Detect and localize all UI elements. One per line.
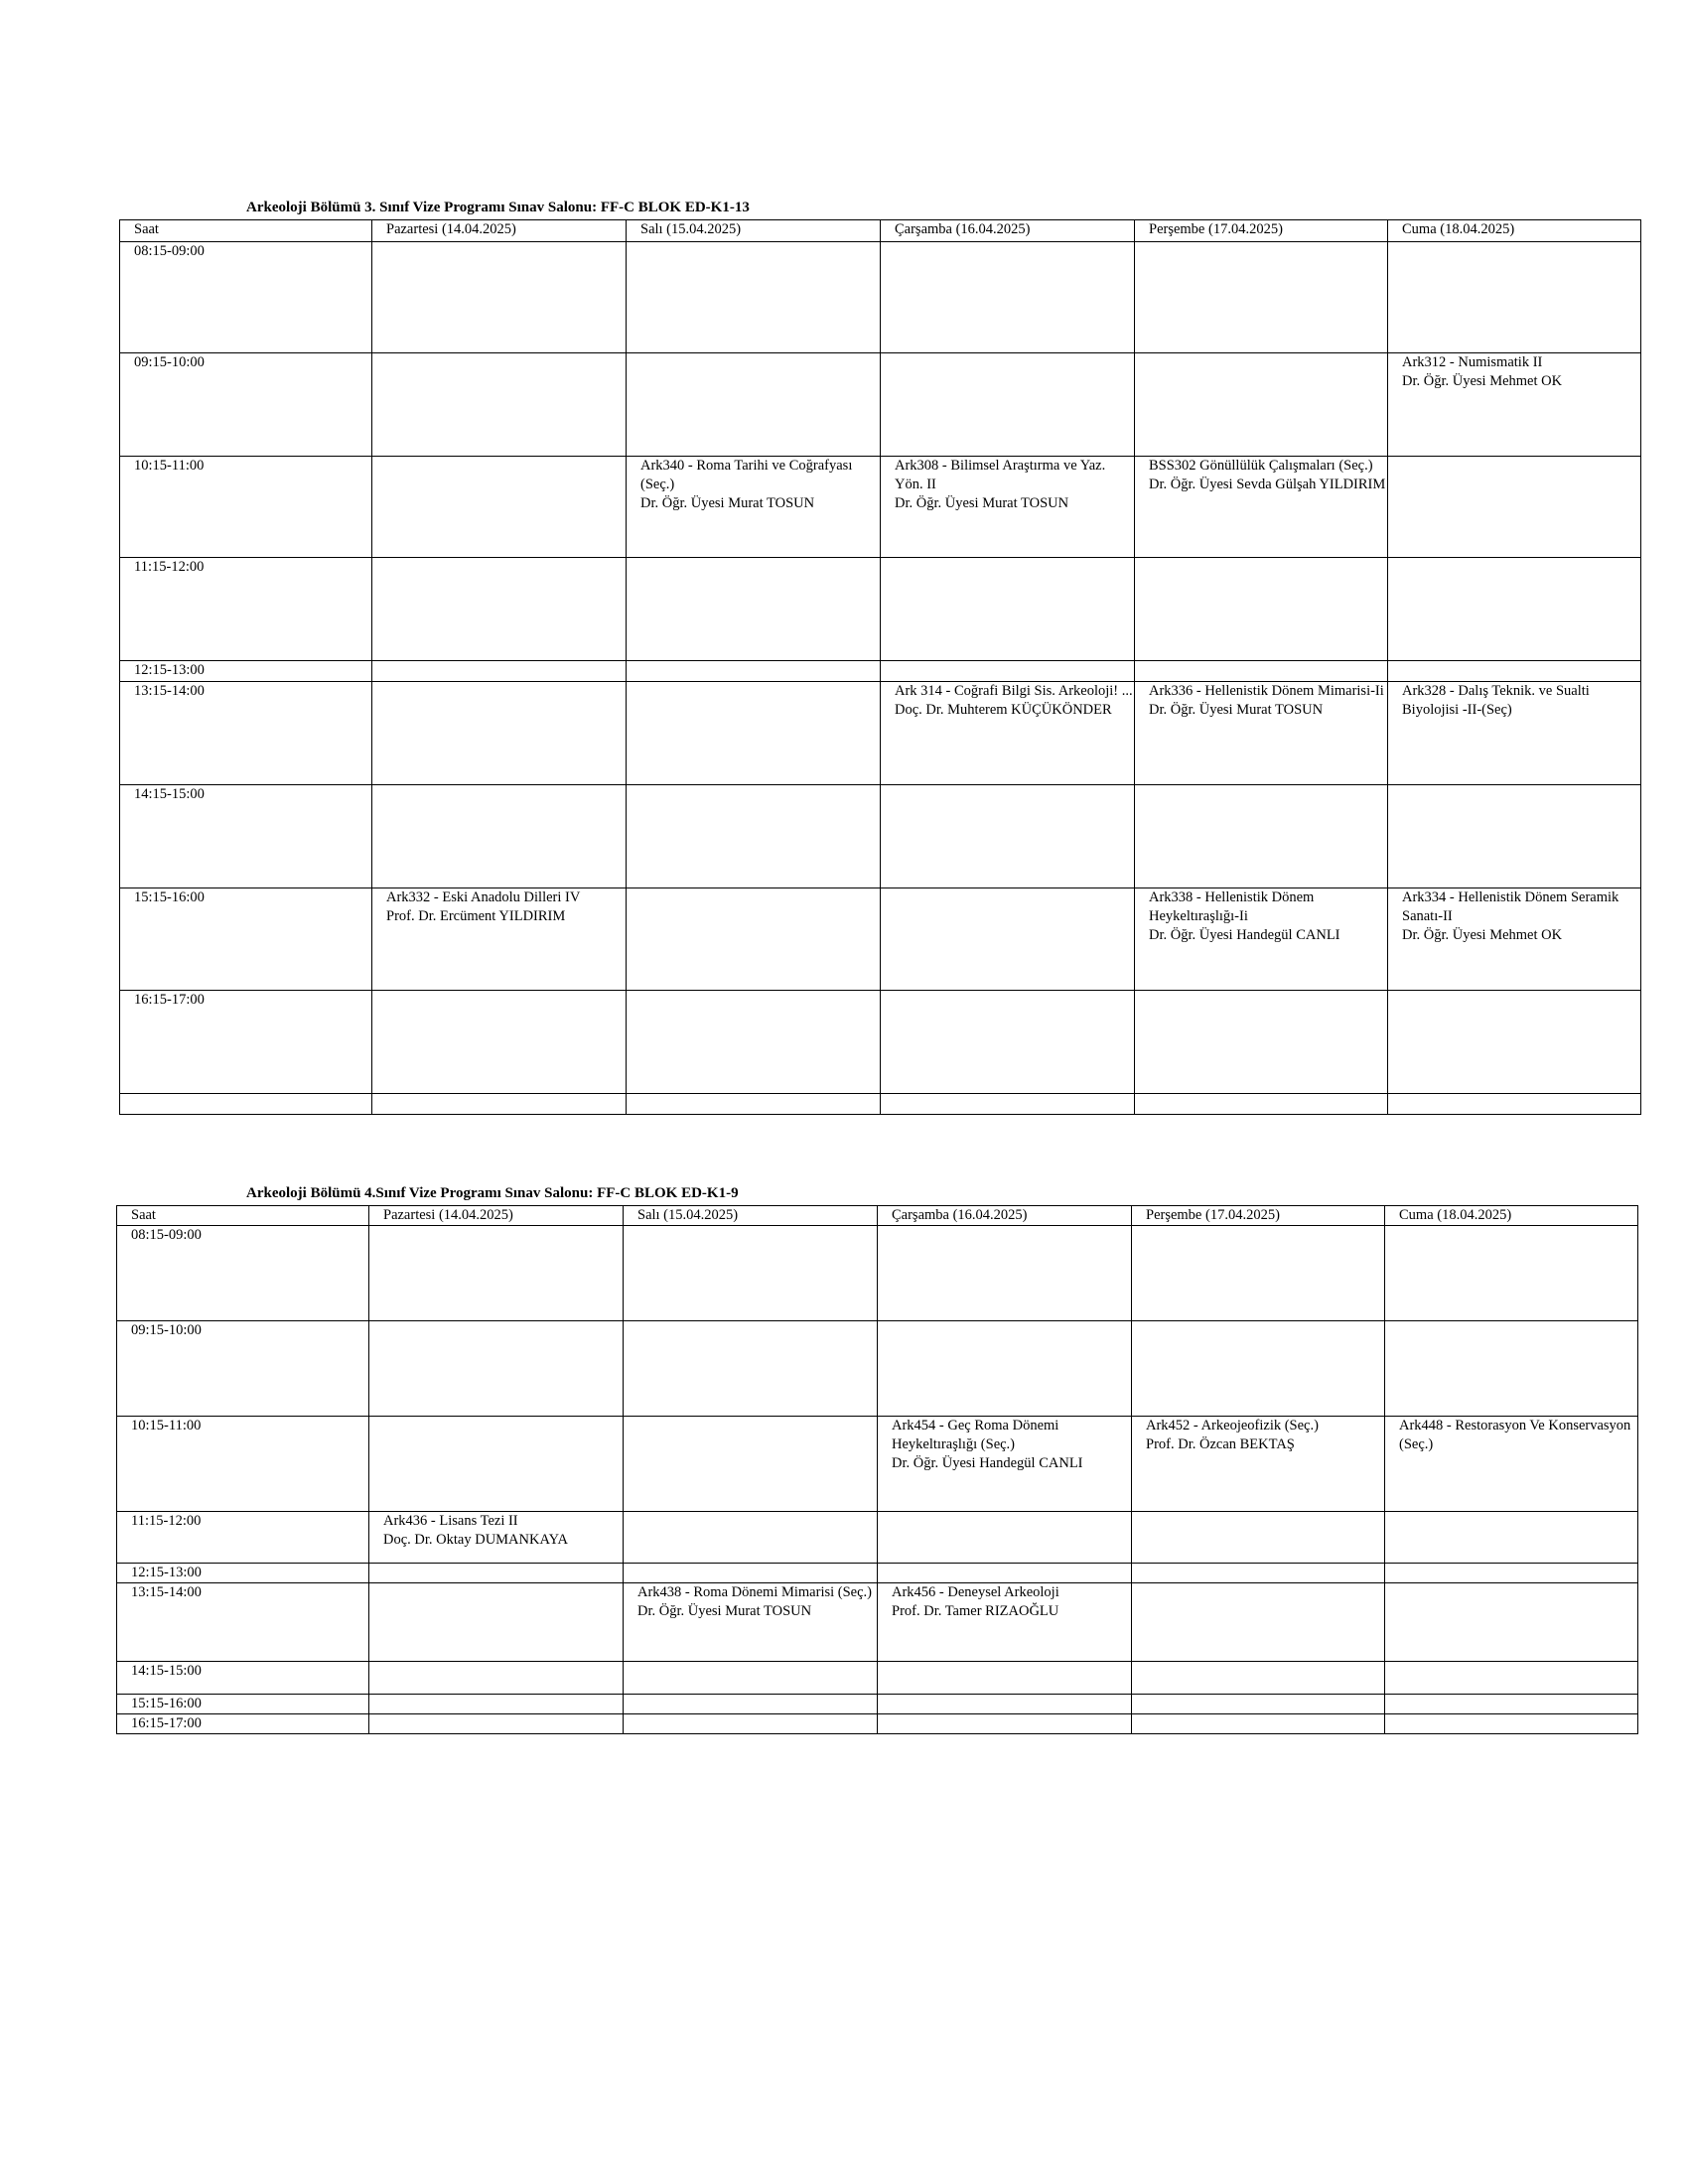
table-row — [120, 457, 1641, 558]
exam-cell — [1132, 1564, 1385, 1583]
exam-cell — [369, 1662, 624, 1695]
exam-cell — [627, 888, 881, 991]
cell-line: Ark340 - Roma Tarihi ve Coğrafyası (Seç.) — [640, 458, 853, 492]
column-header: Saat — [120, 220, 372, 242]
exam-schedule-table-3rd-year — [119, 219, 1641, 1115]
exam-cell — [627, 661, 881, 682]
cell-line: Prof. Dr. Özcan BEKTAŞ — [1146, 1436, 1295, 1452]
table-row — [117, 1583, 1638, 1662]
exam-cell — [878, 1695, 1132, 1714]
exam-cell — [881, 888, 1135, 991]
cell-line: 10:15-11:00 — [131, 1418, 202, 1433]
cell-line: Ark338 - Hellenistik Dönem Heykeltıraşlığı-Ii — [1149, 889, 1315, 924]
table-row — [117, 1695, 1638, 1714]
exam-cell — [1132, 1662, 1385, 1695]
time-slot-cell — [120, 457, 372, 558]
cell-line: 13:15-14:00 — [131, 1584, 202, 1600]
exam-cell — [372, 888, 627, 991]
exam-cell — [624, 1695, 878, 1714]
exam-cell — [1135, 661, 1388, 682]
exam-cell — [881, 353, 1135, 457]
exam-cell — [1388, 242, 1641, 353]
exam-cell — [627, 682, 881, 785]
exam-cell — [1135, 888, 1388, 991]
exam-cell — [881, 242, 1135, 353]
cell-line: 08:15-09:00 — [134, 243, 205, 259]
exam-cell — [372, 785, 627, 888]
cell-line: 14:15-15:00 — [134, 786, 205, 802]
exam-cell — [878, 1512, 1132, 1564]
cell-line: Ark 314 - Coğrafi Bilgi Sis. Arkeoloji! ... — [895, 683, 1133, 699]
table-row — [120, 888, 1641, 991]
exam-cell — [1135, 991, 1388, 1094]
exam-cell — [372, 682, 627, 785]
exam-cell — [881, 785, 1135, 888]
exam-cell — [624, 1583, 878, 1662]
cell-line: Dr. Öğr. Üyesi Mehmet OK — [1402, 373, 1563, 389]
time-slot-cell — [117, 1714, 369, 1734]
exam-cell — [1135, 785, 1388, 888]
exam-cell — [369, 1321, 624, 1417]
exam-cell — [1135, 457, 1388, 558]
exam-cell — [1135, 558, 1388, 661]
exam-cell — [627, 242, 881, 353]
exam-cell — [369, 1564, 624, 1583]
exam-cell — [881, 682, 1135, 785]
cell-line: 08:15-09:00 — [131, 1227, 202, 1243]
cell-line: Ark448 - Restorasyon Ve Konservasyon (Seç.) — [1399, 1418, 1631, 1452]
cell-line: Ark334 - Hellenistik Dönem Seramik Sanatı-II — [1402, 889, 1619, 924]
exam-cell — [1388, 785, 1641, 888]
cell-line: Ark308 - Bilimsel Araştırma ve Yaz. Yön. II — [895, 458, 1106, 492]
exam-cell — [1385, 1226, 1638, 1321]
exam-cell — [1388, 888, 1641, 991]
cell-line: 16:15-17:00 — [134, 992, 205, 1008]
cell-line: 15:15-16:00 — [131, 1696, 202, 1711]
exam-cell — [627, 353, 881, 457]
table-row — [120, 661, 1641, 682]
exam-cell — [1385, 1321, 1638, 1417]
cell-line: Ark438 - Roma Dönemi Mimarisi (Seç.) — [637, 1584, 872, 1600]
cell-line: Ark456 - Deneysel Arkeoloji — [892, 1584, 1059, 1600]
exam-cell — [1388, 682, 1641, 785]
column-header: Çarşamba (16.04.2025) — [878, 1206, 1132, 1226]
time-slot-cell — [120, 242, 372, 353]
time-slot-cell — [120, 1094, 372, 1115]
exam-cell — [881, 558, 1135, 661]
table2-title: Arkeoloji Bölümü 4.Sınıf Vize Programı Sınav Salonu: FF-C BLOK ED-K1-9 — [246, 1185, 739, 1201]
exam-cell — [624, 1662, 878, 1695]
exam-cell — [878, 1564, 1132, 1583]
exam-cell — [1385, 1714, 1638, 1734]
table1-title: Arkeoloji Bölümü 3. Sınıf Vize Programı Sınav Salonu: FF-C BLOK ED-K1-13 — [246, 200, 750, 215]
table-row — [117, 1226, 1638, 1321]
cell-line: 14:15-15:00 — [131, 1663, 202, 1679]
exam-cell — [1132, 1714, 1385, 1734]
time-slot-cell — [120, 661, 372, 682]
column-header: Perşembe (17.04.2025) — [1132, 1206, 1385, 1226]
exam-cell — [1385, 1512, 1638, 1564]
exam-cell — [372, 353, 627, 457]
column-header: Pazartesi (14.04.2025) — [372, 220, 627, 242]
cell-line: Prof. Dr. Tamer RIZAOĞLU — [892, 1603, 1059, 1619]
header-row — [117, 1206, 1638, 1226]
exam-cell — [627, 457, 881, 558]
exam-cell — [627, 558, 881, 661]
exam-cell — [1132, 1417, 1385, 1512]
table-row — [117, 1714, 1638, 1734]
exam-cell — [1135, 353, 1388, 457]
exam-cell — [624, 1512, 878, 1564]
exam-cell — [881, 991, 1135, 1094]
exam-cell — [369, 1695, 624, 1714]
exam-cell — [1135, 1094, 1388, 1115]
table-row — [120, 991, 1641, 1094]
exam-cell — [372, 991, 627, 1094]
header-row — [120, 220, 1641, 242]
cell-line: Dr. Öğr. Üyesi Murat TOSUN — [637, 1603, 812, 1619]
cell-line: Dr. Öğr. Üyesi Mehmet OK — [1402, 927, 1563, 943]
exam-cell — [1385, 1695, 1638, 1714]
column-header: Pazartesi (14.04.2025) — [369, 1206, 624, 1226]
time-slot-cell — [117, 1564, 369, 1583]
cell-line: Dr. Öğr. Üyesi Sevda Gülşah YILDIRIM — [1149, 477, 1386, 492]
cell-line: 11:15-12:00 — [134, 559, 205, 575]
table-row — [117, 1512, 1638, 1564]
table-row — [117, 1662, 1638, 1695]
exam-cell — [624, 1321, 878, 1417]
exam-cell — [881, 661, 1135, 682]
exam-cell — [372, 457, 627, 558]
cell-line: Ark436 - Lisans Tezi II — [383, 1513, 518, 1529]
column-header: Cuma (18.04.2025) — [1385, 1206, 1638, 1226]
exam-cell — [1388, 1094, 1641, 1115]
cell-line: 10:15-11:00 — [134, 458, 205, 474]
exam-cell — [627, 991, 881, 1094]
exam-cell — [1135, 242, 1388, 353]
exam-cell — [1385, 1662, 1638, 1695]
time-slot-cell — [120, 353, 372, 457]
exam-cell — [1388, 661, 1641, 682]
exam-cell — [369, 1226, 624, 1321]
table-row — [120, 1094, 1641, 1115]
exam-cell — [881, 1094, 1135, 1115]
cell-line: 12:15-13:00 — [131, 1565, 202, 1580]
exam-schedule-table-4th-year — [116, 1205, 1638, 1734]
time-slot-cell — [120, 682, 372, 785]
cell-line: 13:15-14:00 — [134, 683, 205, 699]
cell-line: Doç. Dr. Oktay DUMANKAYA — [383, 1532, 568, 1548]
cell-line: Ark328 - Dalış Teknik. ve Sualti Biyolojisi -II-(Seç) — [1402, 683, 1590, 718]
column-header: Salı (15.04.2025) — [624, 1206, 878, 1226]
exam-cell — [878, 1321, 1132, 1417]
exam-cell — [624, 1417, 878, 1512]
table-row — [120, 558, 1641, 661]
table-row — [120, 785, 1641, 888]
table-row — [120, 353, 1641, 457]
cell-line: Dr. Öğr. Üyesi Handegül CANLI — [892, 1455, 1083, 1471]
exam-cell — [369, 1583, 624, 1662]
time-slot-cell — [117, 1662, 369, 1695]
cell-line: Ark336 - Hellenistik Dönem Mimarisi-Ii — [1149, 683, 1384, 699]
cell-line: Ark452 - Arkeojeofizik (Seç.) — [1146, 1418, 1319, 1433]
time-slot-cell — [117, 1695, 369, 1714]
cell-line: 16:15-17:00 — [131, 1715, 202, 1731]
exam-cell — [1385, 1417, 1638, 1512]
table-row — [117, 1564, 1638, 1583]
cell-line: BSS302 Gönüllülük Çalışmaları (Seç.) — [1149, 458, 1373, 474]
exam-cell — [1385, 1583, 1638, 1662]
exam-cell — [627, 1094, 881, 1115]
exam-cell — [372, 661, 627, 682]
cell-line: 09:15-10:00 — [134, 354, 205, 370]
exam-cell — [624, 1564, 878, 1583]
exam-cell — [878, 1714, 1132, 1734]
exam-cell — [1132, 1583, 1385, 1662]
exam-cell — [627, 785, 881, 888]
column-header: Çarşamba (16.04.2025) — [881, 220, 1135, 242]
table-row — [120, 682, 1641, 785]
exam-cell — [1388, 353, 1641, 457]
time-slot-cell — [117, 1512, 369, 1564]
exam-cell — [1388, 457, 1641, 558]
cell-line: Ark454 - Geç Roma Dönemi Heykeltıraşlığı (Seç.) — [892, 1418, 1059, 1452]
exam-cell — [1132, 1695, 1385, 1714]
table-row — [117, 1417, 1638, 1512]
exam-cell — [878, 1226, 1132, 1321]
exam-cell — [878, 1417, 1132, 1512]
table-row — [117, 1321, 1638, 1417]
cell-line: Dr. Öğr. Üyesi Murat TOSUN — [1149, 702, 1324, 718]
cell-line: Doç. Dr. Muhterem KÜÇÜKÖNDER — [895, 702, 1112, 718]
cell-line: Ark332 - Eski Anadolu Dilleri IV — [386, 889, 581, 905]
cell-line: Prof. Dr. Ercüment YILDIRIM — [386, 908, 566, 924]
exam-cell — [372, 242, 627, 353]
time-slot-cell — [120, 558, 372, 661]
time-slot-cell — [117, 1417, 369, 1512]
exam-cell — [369, 1512, 624, 1564]
time-slot-cell — [120, 888, 372, 991]
exam-cell — [878, 1583, 1132, 1662]
cell-line: Dr. Öğr. Üyesi Murat TOSUN — [895, 495, 1069, 511]
cell-line: Dr. Öğr. Üyesi Handegül CANLI — [1149, 927, 1340, 943]
column-header: Salı (15.04.2025) — [627, 220, 881, 242]
cell-line: Dr. Öğr. Üyesi Murat TOSUN — [640, 495, 815, 511]
time-slot-cell — [120, 785, 372, 888]
cell-line: 12:15-13:00 — [134, 662, 205, 678]
exam-cell — [372, 558, 627, 661]
time-slot-cell — [117, 1583, 369, 1662]
time-slot-cell — [117, 1321, 369, 1417]
exam-cell — [1132, 1512, 1385, 1564]
time-slot-cell — [117, 1226, 369, 1321]
exam-cell — [1132, 1321, 1385, 1417]
exam-cell — [1132, 1226, 1385, 1321]
cell-line: 11:15-12:00 — [131, 1513, 202, 1529]
exam-cell — [624, 1226, 878, 1321]
exam-cell — [1388, 991, 1641, 1094]
cell-line: 09:15-10:00 — [131, 1322, 202, 1338]
cell-line: 15:15-16:00 — [134, 889, 205, 905]
cell-line: Ark312 - Numismatik II — [1402, 354, 1543, 370]
exam-cell — [881, 457, 1135, 558]
exam-cell — [624, 1714, 878, 1734]
exam-cell — [369, 1714, 624, 1734]
exam-cell — [878, 1662, 1132, 1695]
table-row — [120, 242, 1641, 353]
exam-cell — [369, 1417, 624, 1512]
column-header: Cuma (18.04.2025) — [1388, 220, 1641, 242]
exam-cell — [1135, 682, 1388, 785]
column-header: Perşembe (17.04.2025) — [1135, 220, 1388, 242]
exam-cell — [372, 1094, 627, 1115]
column-header: Saat — [117, 1206, 369, 1226]
exam-cell — [1385, 1564, 1638, 1583]
time-slot-cell — [120, 991, 372, 1094]
exam-cell — [1388, 558, 1641, 661]
